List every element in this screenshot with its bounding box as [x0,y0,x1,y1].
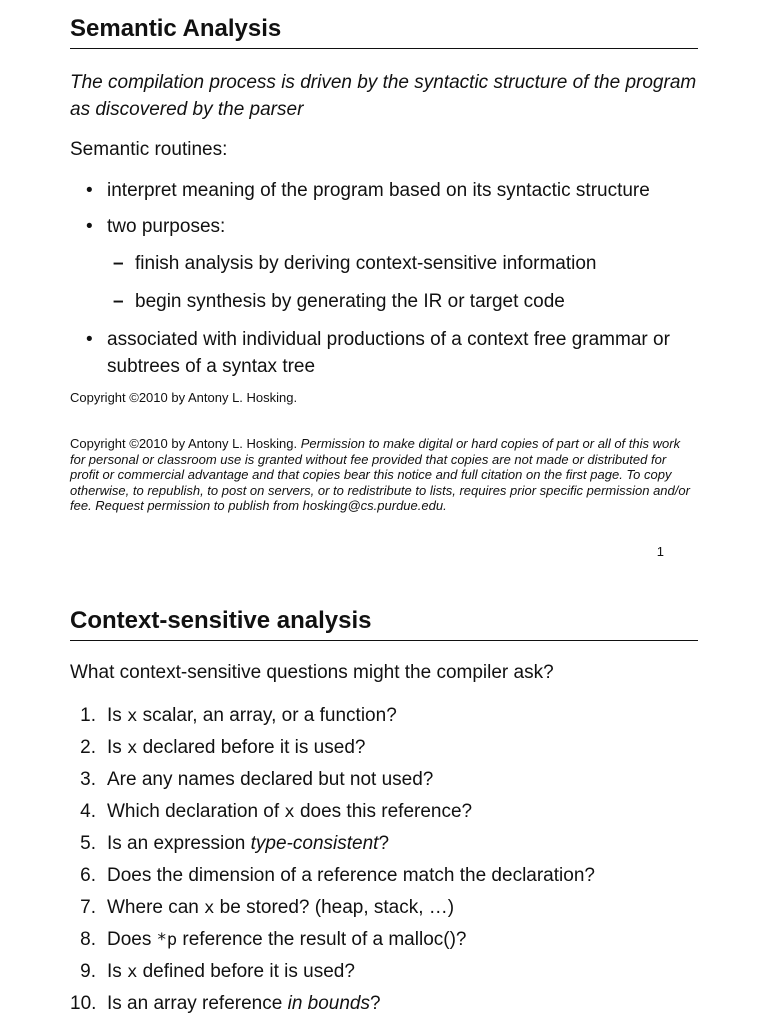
slide-context-sensitive [70,606,698,1020]
question-number: 5. [80,833,96,854]
intro-text: What context-sensitive questions might the compiler ask? [70,662,554,683]
sub-item: – finish analysis by deriving context-sensitive information [107,250,698,277]
bullet-item [70,326,698,380]
bullet-text: associated with individual productions of a context free grammar or subtrees of a syntax tree [107,329,670,377]
question-text: ? [378,833,390,854]
question-text: Is an array reference [107,993,288,1014]
question-number: 7. [80,897,96,918]
slide-semantic-analysis [70,14,698,559]
slide-title: Context-sensitive analysis [70,606,698,641]
code-identifier: x [204,898,215,918]
slide-title: Semantic Analysis [70,14,698,49]
question-item [70,700,698,732]
question-text: ? [370,993,381,1014]
question-text: Which declaration of [107,801,285,822]
code-identifier: x [127,706,138,726]
copyright-prefix: Copyright ©2010 by Antony L. Hosking. [70,436,298,451]
question-number: 6. [80,865,96,886]
question-item [70,732,698,764]
question-text: scalar, an array, or a function? [137,705,397,726]
emphasis-text: in bounds [287,993,370,1014]
bullet-item [70,213,698,315]
code-identifier: x [284,802,295,822]
question-text: Where can [107,897,205,918]
copyright-short: Copyright ©2010 by Antony L. Hosking. [70,390,298,405]
question-text: Is [107,961,128,982]
question-text: declared before it is used? [137,737,366,758]
question-item [70,924,698,956]
bullet-item [70,177,698,204]
question-number: 10. [70,993,97,1014]
question-text: Is [107,705,128,726]
question-item [70,764,698,796]
question-item [70,860,698,892]
question-item [70,796,698,828]
bullet-text: interpret meaning of the program based on its syntactic structure [107,180,650,201]
copyright-notice [70,436,698,514]
question-item [70,828,698,860]
question-number: 8. [80,929,96,950]
question-text: Are any names declared but not used? [107,769,434,790]
code-identifier: x [127,738,138,758]
code-identifier: x [127,962,138,982]
question-number: 1. [80,705,96,726]
question-item [70,956,698,988]
question-number: 4. [80,801,96,822]
sub-item: – begin synthesis by generating the IR or target code [107,288,698,315]
bullet-list [70,177,698,380]
page-number: 1 [656,544,664,559]
bullet-text: two purposes: [107,216,226,237]
question-text: reference the result of a malloc()? [177,929,467,950]
question-text: does this reference? [294,801,473,822]
question-text: Is [107,737,128,758]
question-item [70,892,698,924]
question-item [70,988,698,1020]
code-identifier: *p [156,930,178,950]
sub-list [107,250,698,315]
emphasis-text: type-consistent [250,833,379,854]
lead-text: The compilation process is driven by the syntactic structure of the program as discovered by the parser [70,72,697,120]
question-list [70,700,698,1020]
question-text: Does [107,929,157,950]
question-number: 3. [80,769,96,790]
question-text: defined before it is used? [137,961,355,982]
question-number: 2. [80,737,96,758]
question-number: 9. [80,961,96,982]
question-text: Is an expression [107,833,251,854]
question-text: Does the dimension of a reference match the declaration? [107,865,595,886]
question-text: be stored? (heap, stack, …) [214,897,455,918]
permission-text: Permission to make digital or hard copies of part or all of this work for personal or classroom use is granted without fee provided that copies are not made or distributed for profit or commercial advantage and that copies bear this notice and full citation on the first page. To copy otherwise, to republish, to post on servers, or to redistribute to lists, requires prior specific permission and/or fee. Request permission to publish from hosking@cs.purdue.edu. [70,436,690,513]
routines-label: Semantic routines: [70,139,228,160]
